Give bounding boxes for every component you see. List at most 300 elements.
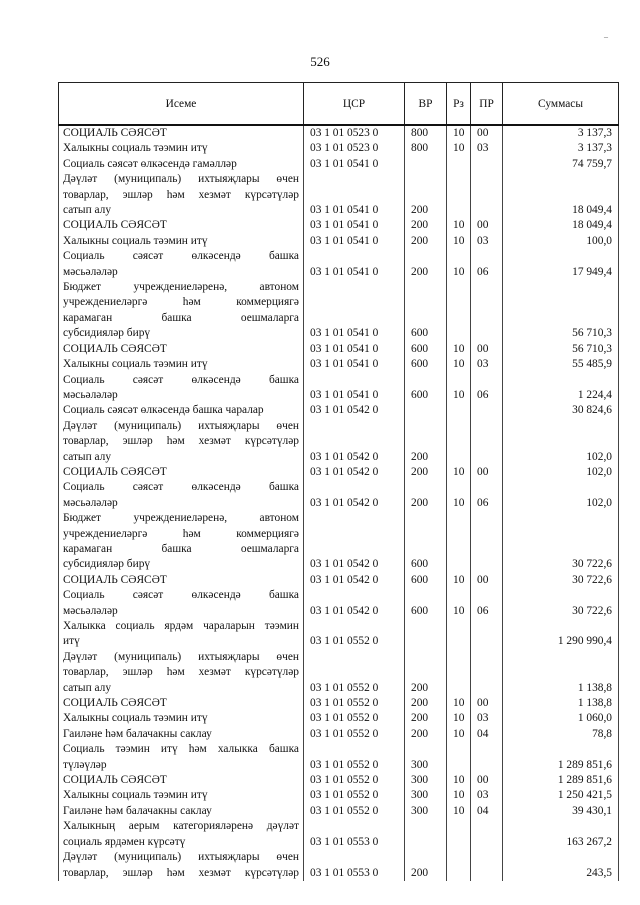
cell-pr: 00 (471, 125, 503, 141)
cell-csr: 03 1 01 0552 0 (304, 758, 405, 773)
cell-rz: 10 (447, 573, 471, 588)
cell-vr: 200 (405, 496, 447, 511)
cell-rz (447, 249, 471, 264)
cell-rz (447, 326, 471, 341)
cell-sum: 1 289 851,6 (503, 773, 619, 788)
cell-pr: 03 (471, 711, 503, 726)
header-csr: ЦСР (304, 83, 405, 126)
cell-sum (503, 434, 619, 449)
table-row (59, 819, 619, 834)
cell-rz (447, 511, 471, 526)
cell-vr (405, 419, 447, 434)
cell-pr (471, 634, 503, 649)
cell-vr: 600 (405, 326, 447, 341)
cell-sum: 102,0 (503, 465, 619, 480)
cell-name: субсидияләр бирү (59, 326, 304, 341)
table-row (59, 588, 619, 603)
cell-pr: 04 (471, 727, 503, 742)
table-row (59, 527, 619, 542)
table-row (59, 326, 619, 341)
cell-rz: 10 (447, 804, 471, 819)
cell-csr: 03 1 01 0541 0 (304, 357, 405, 372)
cell-name: СОЦИАЛЬ СӘЯСӘТ (59, 218, 304, 233)
table-row (59, 850, 619, 865)
cell-name: социаль ярдәмен күрсәтү (59, 835, 304, 850)
cell-sum (503, 527, 619, 542)
cell-name: Дәүләт (муниципаль) ихтыяҗлары өчен (59, 172, 304, 187)
cell-sum (503, 373, 619, 388)
cell-name: Социаль сәясәт өлкәсендә башка чаралар (59, 403, 304, 418)
cell-name: СОЦИАЛЬ СӘЯСӘТ (59, 696, 304, 711)
cell-sum: 3 137,3 (503, 125, 619, 141)
cell-rz (447, 203, 471, 218)
cell-rz (447, 634, 471, 649)
cell-rz (447, 681, 471, 696)
table-row (59, 342, 619, 357)
cell-pr (471, 373, 503, 388)
corner-mark: – (604, 32, 608, 41)
cell-name: СОЦИАЛЬ СӘЯСӘТ (59, 465, 304, 480)
budget-table-container (58, 82, 618, 881)
cell-vr (405, 249, 447, 264)
cell-csr: 03 1 01 0542 0 (304, 604, 405, 619)
table-row (59, 357, 619, 372)
header-vr: ВР (405, 83, 447, 126)
cell-name: Социаль сәясәт өлкәсендә башка (59, 249, 304, 264)
cell-csr (304, 311, 405, 326)
cell-csr (304, 280, 405, 295)
cell-rz (447, 850, 471, 865)
cell-vr (405, 434, 447, 449)
cell-name: мәсьәләләр (59, 604, 304, 619)
table-row (59, 650, 619, 665)
cell-pr (471, 172, 503, 187)
table-row (59, 125, 619, 141)
cell-vr (405, 480, 447, 495)
cell-rz (447, 280, 471, 295)
cell-pr (471, 542, 503, 557)
cell-name: сатып алу (59, 450, 304, 465)
table-header (59, 83, 619, 126)
table-row (59, 188, 619, 203)
cell-rz: 10 (447, 125, 471, 141)
cell-name: Халыкны социаль тәэмин итү (59, 357, 304, 372)
cell-pr (471, 619, 503, 634)
table-row (59, 218, 619, 233)
cell-name: субсидияләр бирү (59, 557, 304, 572)
cell-pr: 03 (471, 357, 503, 372)
cell-vr (405, 650, 447, 665)
cell-csr (304, 650, 405, 665)
cell-vr (405, 588, 447, 603)
header-pr: ПР (471, 83, 503, 126)
cell-pr (471, 280, 503, 295)
cell-sum: 55 485,9 (503, 357, 619, 372)
cell-name: Гаиләне һәм балачакны саклау (59, 804, 304, 819)
cell-name: сатып алу (59, 203, 304, 218)
table-row (59, 465, 619, 480)
cell-csr (304, 249, 405, 264)
cell-vr (405, 188, 447, 203)
table-row (59, 773, 619, 788)
cell-pr (471, 588, 503, 603)
budget-table (58, 82, 619, 881)
cell-sum (503, 542, 619, 557)
cell-sum (503, 819, 619, 834)
cell-vr (405, 542, 447, 557)
cell-pr: 00 (471, 696, 503, 711)
cell-sum: 78,8 (503, 727, 619, 742)
cell-name: карамаган башка оешмаларга (59, 311, 304, 326)
cell-name: Социаль сәясәт өлкәсендә башка (59, 480, 304, 495)
table-row (59, 450, 619, 465)
cell-sum (503, 619, 619, 634)
cell-pr (471, 157, 503, 172)
cell-rz: 10 (447, 342, 471, 357)
cell-csr (304, 742, 405, 757)
cell-pr (471, 527, 503, 542)
cell-rz: 10 (447, 357, 471, 372)
cell-rz (447, 650, 471, 665)
cell-csr (304, 588, 405, 603)
cell-rz (447, 819, 471, 834)
cell-name: товарлар, эшләр һәм хезмәт күрсәтүләр (59, 188, 304, 203)
table-row (59, 203, 619, 218)
cell-vr (405, 511, 447, 526)
cell-name: Дәүләт (муниципаль) ихтыяҗлары өчен (59, 850, 304, 865)
cell-sum (503, 280, 619, 295)
cell-sum: 39 430,1 (503, 804, 619, 819)
cell-csr: 03 1 01 0541 0 (304, 234, 405, 249)
cell-csr: 03 1 01 0552 0 (304, 727, 405, 742)
cell-sum (503, 188, 619, 203)
cell-name: Халыкны социаль тәэмин итү (59, 141, 304, 156)
cell-vr (405, 665, 447, 680)
cell-sum (503, 588, 619, 603)
table-row (59, 141, 619, 156)
header-rz: Рз (447, 83, 471, 126)
cell-csr (304, 373, 405, 388)
cell-name: Социаль сәясәт өлкәсендә гамәлләр (59, 157, 304, 172)
table-row (59, 665, 619, 680)
cell-name: товарлар, эшләр һәм хезмәт күрсәтүләр (59, 866, 304, 881)
cell-csr: 03 1 01 0542 0 (304, 450, 405, 465)
table-row (59, 403, 619, 418)
cell-csr (304, 542, 405, 557)
cell-pr (471, 311, 503, 326)
cell-pr: 00 (471, 218, 503, 233)
table-row (59, 542, 619, 557)
cell-csr: 03 1 01 0541 0 (304, 157, 405, 172)
cell-pr: 06 (471, 604, 503, 619)
cell-sum (503, 665, 619, 680)
cell-name: Халыкның аерым категорияләренә дәүләт (59, 819, 304, 834)
table-row (59, 373, 619, 388)
cell-vr (405, 295, 447, 310)
cell-name: учреждениеләргә һәм коммерциягә (59, 295, 304, 310)
cell-vr (405, 835, 447, 850)
cell-rz: 10 (447, 788, 471, 803)
table-body (59, 125, 619, 881)
cell-sum: 17 949,4 (503, 265, 619, 280)
cell-pr (471, 434, 503, 449)
cell-csr: 03 1 01 0523 0 (304, 141, 405, 156)
cell-csr (304, 619, 405, 634)
cell-rz: 10 (447, 234, 471, 249)
page-number: 526 (310, 54, 330, 69)
cell-name: Социаль сәясәт өлкәсендә башка (59, 373, 304, 388)
cell-name: Социаль тәэмин итү һәм халыкка башка (59, 742, 304, 757)
cell-csr: 03 1 01 0541 0 (304, 326, 405, 341)
cell-sum (503, 850, 619, 865)
cell-sum (503, 511, 619, 526)
cell-sum (503, 480, 619, 495)
cell-sum: 1 250 421,5 (503, 788, 619, 803)
cell-rz (447, 588, 471, 603)
cell-vr (405, 157, 447, 172)
table-row (59, 634, 619, 649)
cell-pr (471, 419, 503, 434)
cell-vr: 800 (405, 141, 447, 156)
cell-csr (304, 665, 405, 680)
cell-csr: 03 1 01 0541 0 (304, 203, 405, 218)
cell-sum: 102,0 (503, 450, 619, 465)
cell-pr: 04 (471, 804, 503, 819)
cell-sum: 56 710,3 (503, 326, 619, 341)
cell-csr: 03 1 01 0541 0 (304, 388, 405, 403)
cell-vr: 200 (405, 696, 447, 711)
cell-sum: 1 289 851,6 (503, 758, 619, 773)
cell-vr: 200 (405, 265, 447, 280)
table-row (59, 249, 619, 264)
cell-sum: 30 722,6 (503, 573, 619, 588)
cell-csr (304, 527, 405, 542)
cell-rz: 10 (447, 696, 471, 711)
cell-vr: 200 (405, 203, 447, 218)
cell-vr (405, 172, 447, 187)
cell-pr (471, 450, 503, 465)
cell-pr (471, 650, 503, 665)
cell-pr: 03 (471, 141, 503, 156)
cell-name: СОЦИАЛЬ СӘЯСӘТ (59, 342, 304, 357)
cell-csr: 03 1 01 0541 0 (304, 265, 405, 280)
cell-name: сатып алу (59, 681, 304, 696)
cell-sum (503, 295, 619, 310)
cell-vr (405, 280, 447, 295)
cell-pr (471, 866, 503, 881)
cell-rz (447, 557, 471, 572)
cell-vr: 800 (405, 125, 447, 141)
cell-name: Халыкны социаль тәэмин итү (59, 234, 304, 249)
cell-csr: 03 1 01 0552 0 (304, 804, 405, 819)
cell-csr (304, 419, 405, 434)
cell-sum (503, 172, 619, 187)
cell-vr: 300 (405, 773, 447, 788)
cell-csr (304, 172, 405, 187)
cell-vr: 600 (405, 604, 447, 619)
cell-vr (405, 373, 447, 388)
cell-sum: 1 224,4 (503, 388, 619, 403)
cell-rz (447, 434, 471, 449)
cell-name: Халыкны социаль тәэмин итү (59, 711, 304, 726)
table-row (59, 758, 619, 773)
cell-sum: 30 722,6 (503, 604, 619, 619)
cell-csr: 03 1 01 0523 0 (304, 125, 405, 141)
cell-csr (304, 819, 405, 834)
cell-sum: 30 824,6 (503, 403, 619, 418)
cell-sum: 1 138,8 (503, 696, 619, 711)
cell-name: Дәүләт (муниципаль) ихтыяҗлары өчен (59, 650, 304, 665)
cell-name: Бюджет учреждениеләренә, автоном (59, 280, 304, 295)
cell-pr (471, 557, 503, 572)
cell-rz (447, 295, 471, 310)
cell-pr: 03 (471, 234, 503, 249)
cell-name: мәсьәләләр (59, 265, 304, 280)
cell-pr: 06 (471, 388, 503, 403)
cell-pr (471, 480, 503, 495)
cell-csr (304, 511, 405, 526)
cell-name: карамаган башка оешмаларга (59, 542, 304, 557)
cell-pr (471, 850, 503, 865)
cell-sum: 243,5 (503, 866, 619, 881)
cell-rz (447, 188, 471, 203)
table-row (59, 311, 619, 326)
cell-rz (447, 157, 471, 172)
cell-pr: 00 (471, 465, 503, 480)
cell-sum: 100,0 (503, 234, 619, 249)
cell-rz (447, 835, 471, 850)
cell-vr: 300 (405, 804, 447, 819)
cell-rz: 10 (447, 727, 471, 742)
cell-csr: 03 1 01 0552 0 (304, 773, 405, 788)
cell-sum: 1 290 990,4 (503, 634, 619, 649)
cell-name: Бюджет учреждениеләренә, автоном (59, 511, 304, 526)
cell-name: товарлар, эшләр һәм хезмәт күрсәтүләр (59, 434, 304, 449)
cell-pr (471, 188, 503, 203)
cell-rz (447, 419, 471, 434)
cell-pr (471, 665, 503, 680)
cell-sum: 163 267,2 (503, 835, 619, 850)
table-row (59, 804, 619, 819)
cell-vr: 600 (405, 557, 447, 572)
cell-pr (471, 511, 503, 526)
cell-rz (447, 665, 471, 680)
table-row (59, 172, 619, 187)
table-row (59, 265, 619, 280)
cell-sum: 1 138,8 (503, 681, 619, 696)
cell-vr: 200 (405, 681, 447, 696)
cell-rz (447, 311, 471, 326)
cell-csr: 03 1 01 0541 0 (304, 342, 405, 357)
cell-sum: 74 759,7 (503, 157, 619, 172)
cell-csr: 03 1 01 0541 0 (304, 218, 405, 233)
cell-pr (471, 203, 503, 218)
table-row (59, 866, 619, 881)
cell-sum: 30 722,6 (503, 557, 619, 572)
cell-name: Халыкны социаль тәэмин итү (59, 788, 304, 803)
cell-csr (304, 295, 405, 310)
cell-pr: 00 (471, 573, 503, 588)
cell-csr: 03 1 01 0542 0 (304, 465, 405, 480)
table-row (59, 480, 619, 495)
cell-vr: 200 (405, 465, 447, 480)
cell-pr (471, 326, 503, 341)
table-row (59, 573, 619, 588)
cell-sum: 102,0 (503, 496, 619, 511)
cell-pr (471, 758, 503, 773)
cell-name: СОЦИАЛЬ СӘЯСӘТ (59, 125, 304, 141)
cell-vr: 200 (405, 866, 447, 881)
cell-pr: 00 (471, 342, 503, 357)
cell-csr (304, 434, 405, 449)
table-row (59, 681, 619, 696)
cell-vr: 200 (405, 711, 447, 726)
cell-csr: 03 1 01 0552 0 (304, 711, 405, 726)
cell-sum: 3 137,3 (503, 141, 619, 156)
cell-name: итү (59, 634, 304, 649)
header-name: Исеме (59, 83, 304, 126)
cell-pr (471, 819, 503, 834)
cell-sum: 1 060,0 (503, 711, 619, 726)
cell-pr (471, 835, 503, 850)
cell-vr: 600 (405, 573, 447, 588)
cell-rz: 10 (447, 711, 471, 726)
table-row (59, 742, 619, 757)
table-row (59, 696, 619, 711)
table-row (59, 388, 619, 403)
cell-vr (405, 819, 447, 834)
cell-name: Гаиләне һәм балачакны саклау (59, 727, 304, 742)
cell-pr: 06 (471, 265, 503, 280)
cell-csr (304, 480, 405, 495)
cell-rz (447, 403, 471, 418)
cell-sum: 18 049,4 (503, 218, 619, 233)
cell-vr: 300 (405, 788, 447, 803)
cell-name: СОЦИАЛЬ СӘЯСӘТ (59, 773, 304, 788)
cell-csr: 03 1 01 0552 0 (304, 788, 405, 803)
table-row (59, 557, 619, 572)
cell-sum (503, 311, 619, 326)
cell-name: Дәүләт (муниципаль) ихтыяҗлары өчен (59, 419, 304, 434)
cell-name: СОЦИАЛЬ СӘЯСӘТ (59, 573, 304, 588)
cell-rz: 10 (447, 465, 471, 480)
table-row (59, 604, 619, 619)
cell-name: мәсьәләләр (59, 388, 304, 403)
cell-csr: 03 1 01 0552 0 (304, 634, 405, 649)
cell-vr (405, 311, 447, 326)
cell-vr: 600 (405, 357, 447, 372)
cell-name: товарлар, эшләр һәм хезмәт күрсәтүләр (59, 665, 304, 680)
cell-sum (503, 249, 619, 264)
cell-pr (471, 742, 503, 757)
cell-pr (471, 295, 503, 310)
cell-rz (447, 527, 471, 542)
cell-rz (447, 542, 471, 557)
table-row (59, 619, 619, 634)
table-row (59, 727, 619, 742)
header-sum: Суммасы (503, 83, 619, 126)
cell-vr (405, 742, 447, 757)
cell-csr: 03 1 01 0542 0 (304, 557, 405, 572)
cell-rz (447, 480, 471, 495)
cell-csr (304, 188, 405, 203)
table-row (59, 511, 619, 526)
cell-csr: 03 1 01 0542 0 (304, 496, 405, 511)
cell-vr (405, 403, 447, 418)
cell-rz (447, 373, 471, 388)
cell-vr (405, 634, 447, 649)
cell-rz (447, 450, 471, 465)
